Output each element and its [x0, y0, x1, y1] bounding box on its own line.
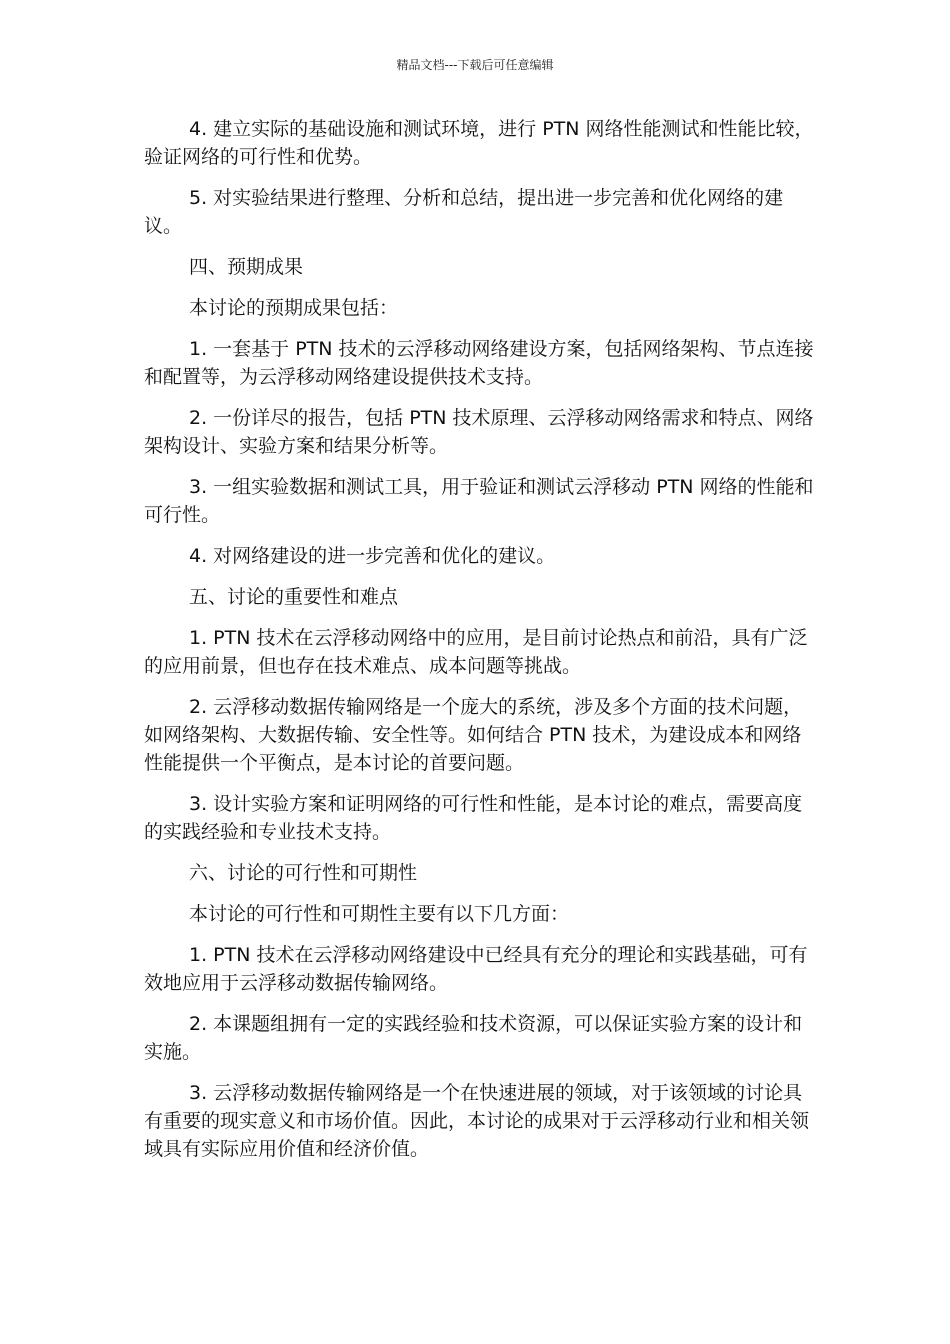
section-heading-feasibility: 六、讨论的可行性和可期性 [189, 862, 418, 884]
paragraph-feasibility-1: 1. PTN 技术在云浮移动网络建设中已经具有充分的理论和实践基础，可有效地应用于云浮移动数据传输网络。 [144, 944, 808, 994]
paragraph-result-4: 4. 对网络建设的进一步完善和优化的建议。 [189, 545, 556, 567]
paragraph-importance-3: 3. 设计实验方案和证明网络的可行性和性能，是本讨论的难点，需要高度的实践经验和专业技术支持。 [144, 793, 803, 843]
paragraph-intro-feasibility: 本讨论的可行性和可期性主要有以下几方面： [189, 903, 570, 925]
paragraph-step-5: 5. 对实验结果进行整理、分析和总结，提出进一步完善和优化网络的建议。 [144, 187, 784, 237]
paragraph-result-2: 2. 一份详尽的报告，包括 PTN 技术原理、云浮移动网络需求和特点、网络架构设计、实验方案和结果分析等。 [144, 407, 814, 457]
paragraph-result-1: 1. 一套基于 PTN 技术的云浮移动网络建设方案，包括网络架构、节点连接和配置等，为云浮移动网络建设提供技术支持。 [144, 338, 814, 388]
document-body [144, 115, 816, 1176]
paragraph-intro-results: 本讨论的预期成果包括： [189, 297, 399, 319]
page-header: 精品文档---下载后可任意编辑 [396, 58, 554, 72]
paragraph-step-4: 4. 建立实际的基础设施和测试环境，进行 PTN 网络性能测试和性能比较，验证网络的可行性和优势。 [144, 118, 814, 168]
paragraph-result-3: 3. 一组实验数据和测试工具，用于验证和测试云浮移动 PTN 网络的性能和可行性。 [144, 476, 814, 526]
paragraph-importance-1: 1. PTN 技术在云浮移动网络中的应用，是目前讨论热点和前沿，具有广泛的应用前景，但也存在技术难点、成本问题等挑战。 [144, 627, 808, 677]
paragraph-importance-2: 2. 云浮移动数据传输网络是一个庞大的系统，涉及多个方面的技术问题，如网络架构、大数据传输、安全性等。如何结合 PTN 技术，为建设成本和网络性能提供一个平衡点，是本讨论的首要问题。 [144, 696, 803, 774]
paragraph-feasibility-2: 2. 本课题组拥有一定的实践经验和技术资源，可以保证实验方案的设计和实施。 [144, 1013, 803, 1063]
section-heading-expected-results: 四、预期成果 [189, 256, 304, 278]
paragraph-feasibility-3: 3. 云浮移动数据传输网络是一个在快速进展的领域，对于该领域的讨论具有重要的现实意义和市场价值。因此，本讨论的成果对于云浮移动行业和相关领域具有实际应用价值和经济价值。 [144, 1082, 810, 1160]
section-heading-importance: 五、讨论的重要性和难点 [189, 586, 399, 608]
